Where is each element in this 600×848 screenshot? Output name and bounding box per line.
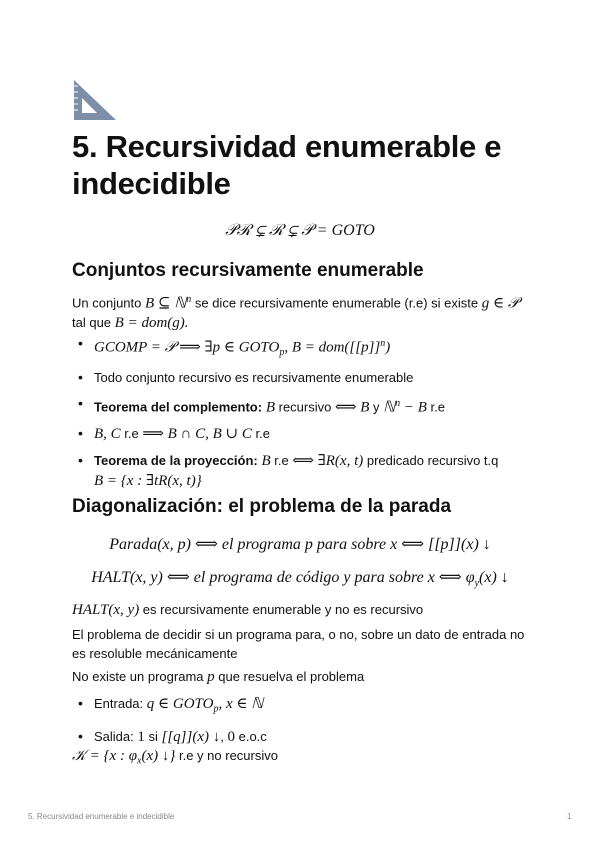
page-title: 5. Recursividad enumerable e indecidible [72, 129, 502, 201]
section-heading-recursive-enumerable: Conjuntos recursivamente enumerable [72, 260, 424, 281]
list-item: • Salida: 1 si [[q]](x) ↓, 0 e.o.c [72, 727, 542, 747]
io-list [72, 694, 542, 747]
list-item: • Teorema del complemento: B recursivo ⟺ B y ℕ$^n$ − B r.e [72, 394, 542, 417]
set-square-icon [72, 78, 118, 122]
list-item: • GCOMP = 𝒫 ⟹ ∃p ∈ $GOTO_p$, $B = dom([[p]]^n)$ [72, 334, 542, 362]
parada-formula: Parada(x, p) ⟺ el programa p para sobre x ⟺ [[p]](x) ↓ [109, 536, 491, 553]
hierarchy-formula: 𝒫ℛ ⊊ ℛ ⊊ 𝒫 = GOTO [225, 222, 375, 239]
k-set-statement: 𝒦 = {x : $\varphi_x(x)$ ↓} r.e y no recursivo [72, 748, 278, 767]
halt-statement: HALT(x, y) es recursivamente enumerable y no es recursivo [72, 602, 424, 618]
list-item: • Entrada: q ∈ $GOTO_p$, x ∈ ℕ [72, 694, 542, 719]
halt-formula: HALT(x, y) ⟺ el programa de código y para sobre x ⟺ $\varphi_y(x)$ ↓ [91, 569, 509, 590]
list-item: • Teorema de la proyección: B r.e ⟺ ∃R(x, t) predicado recursivo t.q B = {x : ∃tR(x, t)} [72, 451, 542, 491]
no-program-paragraph: No existe un programa p que resuelva el problema [72, 669, 365, 685]
intro-paragraph: Un conjunto B ⊆ ℕ$^n$ se dice recursivamente enumerable (r.e) si existe g ∈ 𝒫 tal que B = dom(g). [72, 294, 519, 332]
section-heading-halting-problem: Diagonalización: el problema de la parada [72, 496, 452, 517]
properties-list [72, 334, 542, 491]
list-item: • B, C r.e ⟹ B ∩ C, B ∪ C r.e [72, 424, 542, 444]
decision-paragraph: El problema de decidir si un programa para, o no, sobre un dato de entrada no es resoluble mecánicamente [72, 627, 525, 661]
page-number: 1 [567, 812, 572, 821]
list-item: • Todo conjunto recursivo es recursivamente enumerable [72, 368, 542, 387]
footer-title: 5. Recursividad enumerable e indecidible [28, 812, 175, 821]
